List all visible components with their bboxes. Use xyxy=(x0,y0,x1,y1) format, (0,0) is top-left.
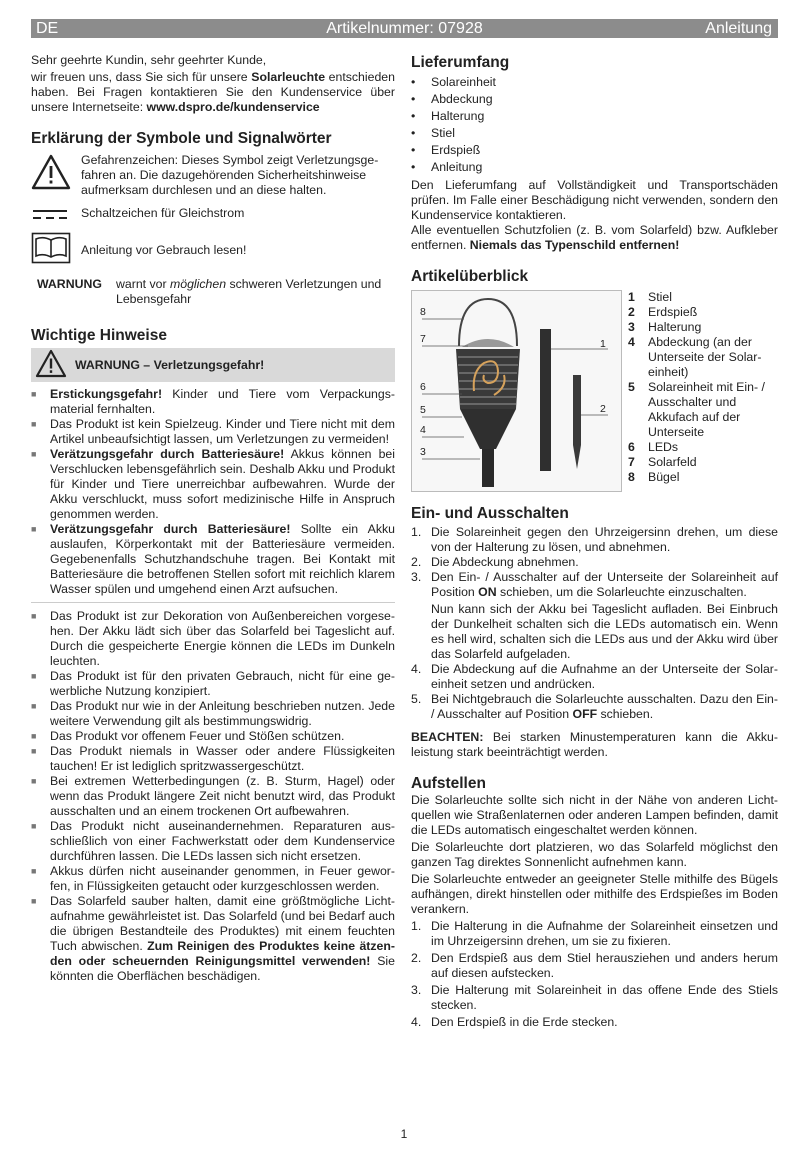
step-text: schieben, um die Solarleuchte einzuschalten. xyxy=(496,585,747,599)
step-text: Die Abdeckung abnehmen. xyxy=(431,555,579,569)
figure-label-3: 3 xyxy=(420,446,426,458)
figure-label-1: 1 xyxy=(600,338,606,350)
setup-paragraph: Die Solarleuchte sollte sich nicht in der Nähe von anderen Lichtquellen wie Straßenlaternen oder anderen Lampen befinden, damit die LEDs automatisch eingeschaltet werden können. xyxy=(411,793,778,837)
symbols-title: Erklärung der Symbole und Signalwörter xyxy=(31,130,332,147)
intro-text-part: entschieden haben. Bei Fragen kontaktieren Sie den Kundenservice über unsere Internetseite: xyxy=(31,70,395,114)
part-number: 4 xyxy=(628,335,635,349)
list-item xyxy=(31,417,395,447)
part-label: Solareinheit mit Ein- / Ausschalter und Akkufach auf der Unterseite xyxy=(648,380,765,439)
warning-box-label: WARNUNG – Verletzungsgefahr! xyxy=(75,357,265,372)
scope-title: Lieferumfang xyxy=(411,54,510,71)
service-url[interactable]: www.dspro.de/kundenservice xyxy=(146,100,320,114)
intro-text xyxy=(31,70,395,115)
step-text: Den Erdspieß in die Erde stecken. xyxy=(431,1015,618,1029)
switching-section xyxy=(411,504,778,1030)
step-text: Die Abdeckung auf die Aufnahme an der Unterseite der Solareinheit setzen und andrücken. xyxy=(431,662,778,691)
part-number: 8 xyxy=(628,470,635,484)
hazard-triangle-icon xyxy=(31,153,81,195)
step-text: Die Solareinheit gegen den Uhrzeigersinn drehen, um diese von der Halterung zu lösen, und abnehmen. xyxy=(431,525,778,554)
list-item: ■ Das Produkt nur wie in der Anleitung beschrieben nutzen. Jede weitere Verwendung gilt als bestimmungswidrig. xyxy=(31,699,395,729)
switch-on-label: ON xyxy=(478,585,497,599)
dc-symbol-row xyxy=(31,206,395,226)
step-text: Die Halterung mit Solareinheit in das offene Ende des Stiels stecken. xyxy=(431,983,778,1012)
figure-label-2: 2 xyxy=(600,403,606,415)
step-note: Nun kann sich der Akku bei Tageslicht aufladen. Bei Einbruch der Dunkelheit schalten sich die LEDs automatisch ein. Wenn es hell wird, schalten sich die LEDs aus und der Akku wird über das Solarfeld aufgeladen. xyxy=(431,602,778,661)
warning-triangle-icon xyxy=(35,349,67,382)
scope-text: Den Lieferumfang auf Vollständigkeit und Transportschäden prüfen. Im Falle einer Beschädigung nicht verwenden, sondern den Kundenservice kontaktieren. xyxy=(411,178,778,222)
scope-text-bold: Niemals das Typenschild entfernen! xyxy=(469,238,680,252)
setup-steps xyxy=(411,919,778,1030)
step-text: schieben. xyxy=(597,707,654,721)
divider xyxy=(31,602,395,603)
overview-title: Artikelüberblick xyxy=(411,268,529,285)
left-column xyxy=(31,53,395,984)
scope-list xyxy=(411,74,778,176)
item-text: Akkus können bei Verschlucken lebensgefährlich sein. Deshalb Akku und Produkt für Kinder und Tiere unerreichbar aufbewahren. Wurde der Akku verschluckt, muss sofort medizinische Hilfe in Anspruch genommen werden. xyxy=(50,447,396,521)
greeting: Sehr geehrte Kundin, sehr geehrter Kunde, xyxy=(31,53,267,67)
list-item: 3. Den Ein- / Ausschalter auf der Unterseite der Solareinheit auf Position ON schieben, um die Solarleuchte einzuschalten. Nun kann sich der Akku bei Tageslicht aufladen. Bei Einbruch der Dunkelheit schalten sich die LEDs automatisch ein. Wenn es hell wird, schalten sich die LEDs aus und der Akku wird über das Solarfeld aufgeladen. xyxy=(411,570,778,661)
part-number: 7 xyxy=(628,455,635,469)
list-item xyxy=(31,447,395,522)
hazard-symbol-row xyxy=(31,153,395,198)
part-number: 3 xyxy=(628,320,635,334)
page-header xyxy=(31,19,778,38)
list-item: 2. Den Erdspieß aus dem Stiel herausziehen und anders herum auf diesen aufstecken. xyxy=(411,951,778,980)
document-type: Anleitung xyxy=(705,20,772,37)
open-book-icon xyxy=(31,232,81,268)
page-number: 1 xyxy=(400,1127,408,1141)
manual-symbol-row xyxy=(31,232,395,268)
item-text: Kinder und Tiere vom Verpackungsmaterial fernhalten. xyxy=(50,387,395,416)
figure-label-6: 6 xyxy=(420,381,426,393)
list-item: 4. Die Abdeckung auf die Aufnahme an der Unterseite der Solareinheit setzen und andrücken. xyxy=(411,662,778,691)
parts-list xyxy=(628,290,778,485)
note-text: Bei starken Minustemperaturen kann die Akkuleistung stark beeinträchtigt werden. xyxy=(411,730,778,759)
setup-paragraph: Die Solarleuchte dort platzieren, wo das Solarfeld möglichst den ganzen Tag direktes Sonnenlicht aufnehmen kann. xyxy=(411,840,778,869)
switching-title: Ein- und Ausschalten xyxy=(411,505,569,522)
list-item xyxy=(31,387,395,417)
list-item: • Erdspieß xyxy=(411,142,778,159)
list-item: ■ Das Produkt nicht auseinandernehmen. Reparaturen ausschließlich von einer Fachwerkstatt oder dem Kundenservice durchführen lassen. Die LEDs lassen sich nicht ersetzen. xyxy=(31,819,395,864)
list-item: 4. Den Erdspieß in die Erde stecken. xyxy=(411,1015,618,1029)
item-text: Sie könnten die Oberflächen beschädigen. xyxy=(50,954,395,983)
list-item: ■ Akkus dürfen nicht auseinander genommen, in Feuer geworfen, in Flüssigkeiten getaucht oder kurzgeschlossen werden. xyxy=(31,864,395,894)
article-number: Artikelnummer: 07928 xyxy=(326,20,483,37)
product-name: Solarleuchte xyxy=(251,70,326,84)
step-text: Bei Nichtgebrauch die Solarleuchte ausschalten. Dazu den Ein- / Ausschalter auf Position xyxy=(431,692,778,721)
manual-text: Anleitung vor Gebrauch lesen! xyxy=(81,242,247,257)
part-number: 5 xyxy=(628,380,635,394)
list-item xyxy=(31,894,395,984)
figure-label-8: 8 xyxy=(420,306,426,318)
part-number: 1 xyxy=(628,290,635,304)
switching-steps xyxy=(411,525,778,722)
direct-current-icon xyxy=(31,206,81,226)
list-item: 2. Die Abdeckung abnehmen. xyxy=(411,555,579,569)
list-item: ■ Das Produkt ist zur Dekoration von Außenbereichen vorgesehen. Der Akku lädt sich über das Solarfeld bei Tageslicht auf. Durch die gespeicherte Energie können die LEDs im Dunkeln leuchten. xyxy=(31,609,395,669)
switch-off-label: OFF xyxy=(572,707,598,721)
list-item: ■ Bei extremen Wetterbedingungen (z. B. Sturm, Hagel) oder wenn das Produkt längere Zeit nicht benutzt wird, das Produkt ausschalten und an einem trockenen Ort aufbewahren. xyxy=(31,774,395,819)
setup-title: Aufstellen xyxy=(411,775,486,792)
warning-box xyxy=(31,348,395,382)
intro-text-part: wir freuen uns, dass Sie sich für unsere xyxy=(31,70,252,84)
product-figure xyxy=(411,290,622,492)
part-label: Bügel xyxy=(648,470,680,484)
part-label: Solarfeld xyxy=(648,455,697,469)
note xyxy=(411,730,778,760)
scope-text-part: Alle eventuellen Schutzfolien (z. B. vom Solarfeld) bzw. Aufkleber entfernen. xyxy=(411,223,778,252)
item-bold: Zum Reinigen des Produktes keine ätzenden oder scheuernden Reinigungsmittel verwenden! xyxy=(50,939,395,968)
hints-list xyxy=(31,609,395,984)
step-text: Den Erdspieß aus dem Stiel herausziehen und anders herum auf diesen aufstecken. xyxy=(431,951,778,980)
solar-torch-illustration xyxy=(412,291,621,491)
list-item: • Stiel xyxy=(411,125,778,142)
right-column xyxy=(411,53,778,1029)
warning-word-row xyxy=(31,277,395,307)
step-text: Den Ein- / Ausschalter auf der Unterseite der Solareinheit auf Position xyxy=(431,570,778,599)
list-item: • Anleitung xyxy=(411,159,778,176)
part-number: 6 xyxy=(628,440,635,454)
list-item: 5. Bei Nichtgebrauch die Solarleuchte ausschalten. Dazu den Ein- / Ausschalter auf Position OFF schieben. xyxy=(411,692,778,721)
language-code: DE xyxy=(36,20,59,37)
warning-text-part: schweren Verletzungen und Lebensgefahr xyxy=(116,277,382,306)
list-item: ■ Das Produkt niemals in Wasser oder andere Flüssigkeiten tauchen! Er ist lediglich spritzwassergeschützt. xyxy=(31,744,395,774)
list-item: 3. Die Halterung mit Solareinheit in das offene Ende des Stiels stecken. xyxy=(411,983,778,1012)
item-text: Sollte ein Akku auslaufen, Körperkontakt mit der Batteriesäure vermeiden. Gegebenenfalls Schutzhandschuhe tragen. Bei Kontakt mit Batteriesäure die betroffenen Stellen sofort mit reichlich klarem Wasser spülen und umgehend einen Arzt aufsuchen. xyxy=(50,522,395,596)
list-item: 1. Die Halterung in die Aufnahme der Solareinheit einsetzen und im Uhrzeigersinn drehen, um sie zu fixieren. xyxy=(411,919,778,948)
dc-text: Schaltzeichen für Gleichstrom xyxy=(81,206,245,220)
part-label: Abdeckung (an der Unterseite der Solareinheit) xyxy=(648,335,762,379)
figure-label-5: 5 xyxy=(420,404,426,416)
list-item: ■ Das Produkt vor offenem Feuer und Stößen schützen. xyxy=(31,729,395,744)
item-bold: Verätzungsgefahr durch Batteriesäure! xyxy=(50,447,285,461)
scope-text-2 xyxy=(411,223,778,253)
hazard-text: Gefahrenzeichen: Dieses Symbol zeigt Verletzungsgefahren an. Die dazugehörenden Sicherheitshinweise aufmerksam durchlesen und an diese halten. xyxy=(81,153,379,197)
item-text: Das Produkt ist kein Spielzeug. Kinder und Tiere nicht mit dem Artikel unbeaufsichtigt lassen, um Verletzungen zu vermeiden! xyxy=(50,417,395,446)
setup-paragraph: Die Solarleuchte entweder an geeigneter Stelle mithilfe des Bügels aufhängen, direkt hinstellen oder mithilfe des Erdspießes im Boden verankern. xyxy=(411,872,778,916)
figure-label-4: 4 xyxy=(420,424,426,436)
warning-text-part: warnt vor xyxy=(116,277,170,291)
item-text: Das Solarfeld sauber halten, damit eine größtmögliche Lichtaufnahme gewährleistet ist. Das Solarfeld (und bei Bedarf auch die übrigen Bestandteile des Produktes) mit einem feuchten Tuch abwischen. xyxy=(50,894,395,953)
item-bold: Verätzungsgefahr durch Batteriesäure! xyxy=(50,522,291,536)
part-label: Halterung xyxy=(648,320,702,334)
warning-word: WARNUNG xyxy=(37,277,102,291)
list-item: 1. Die Solareinheit gegen den Uhrzeigersinn drehen, um diese von der Halterung zu lösen, und abnehmen. xyxy=(411,525,778,554)
part-number: 2 xyxy=(628,305,635,319)
list-item: • Solareinheit xyxy=(411,74,778,91)
part-label: LEDs xyxy=(648,440,679,454)
list-item: • Abdeckung xyxy=(411,91,778,108)
item-bold: Erstickungsgefahr! xyxy=(50,387,163,401)
warning-list xyxy=(31,387,395,597)
part-label: Stiel xyxy=(648,290,672,304)
hints-title: Wichtige Hinweise xyxy=(31,327,167,344)
list-item: ■ Das Produkt ist für den privaten Gebrauch, nicht für eine gewerbliche Nutzung konzipiert. xyxy=(31,669,395,699)
note-label: BEACHTEN: xyxy=(411,730,484,744)
warning-text-em: möglichen xyxy=(170,277,227,291)
list-item xyxy=(31,522,395,597)
warning-word-text xyxy=(116,277,395,307)
list-item: • Halterung xyxy=(411,108,778,125)
part-label: Erdspieß xyxy=(648,305,698,319)
step-text: Die Halterung in die Aufnahme der Solareinheit einsetzen und im Uhrzeigersinn drehen, um sie zu fixieren. xyxy=(431,919,778,948)
figure-label-7: 7 xyxy=(420,333,426,345)
